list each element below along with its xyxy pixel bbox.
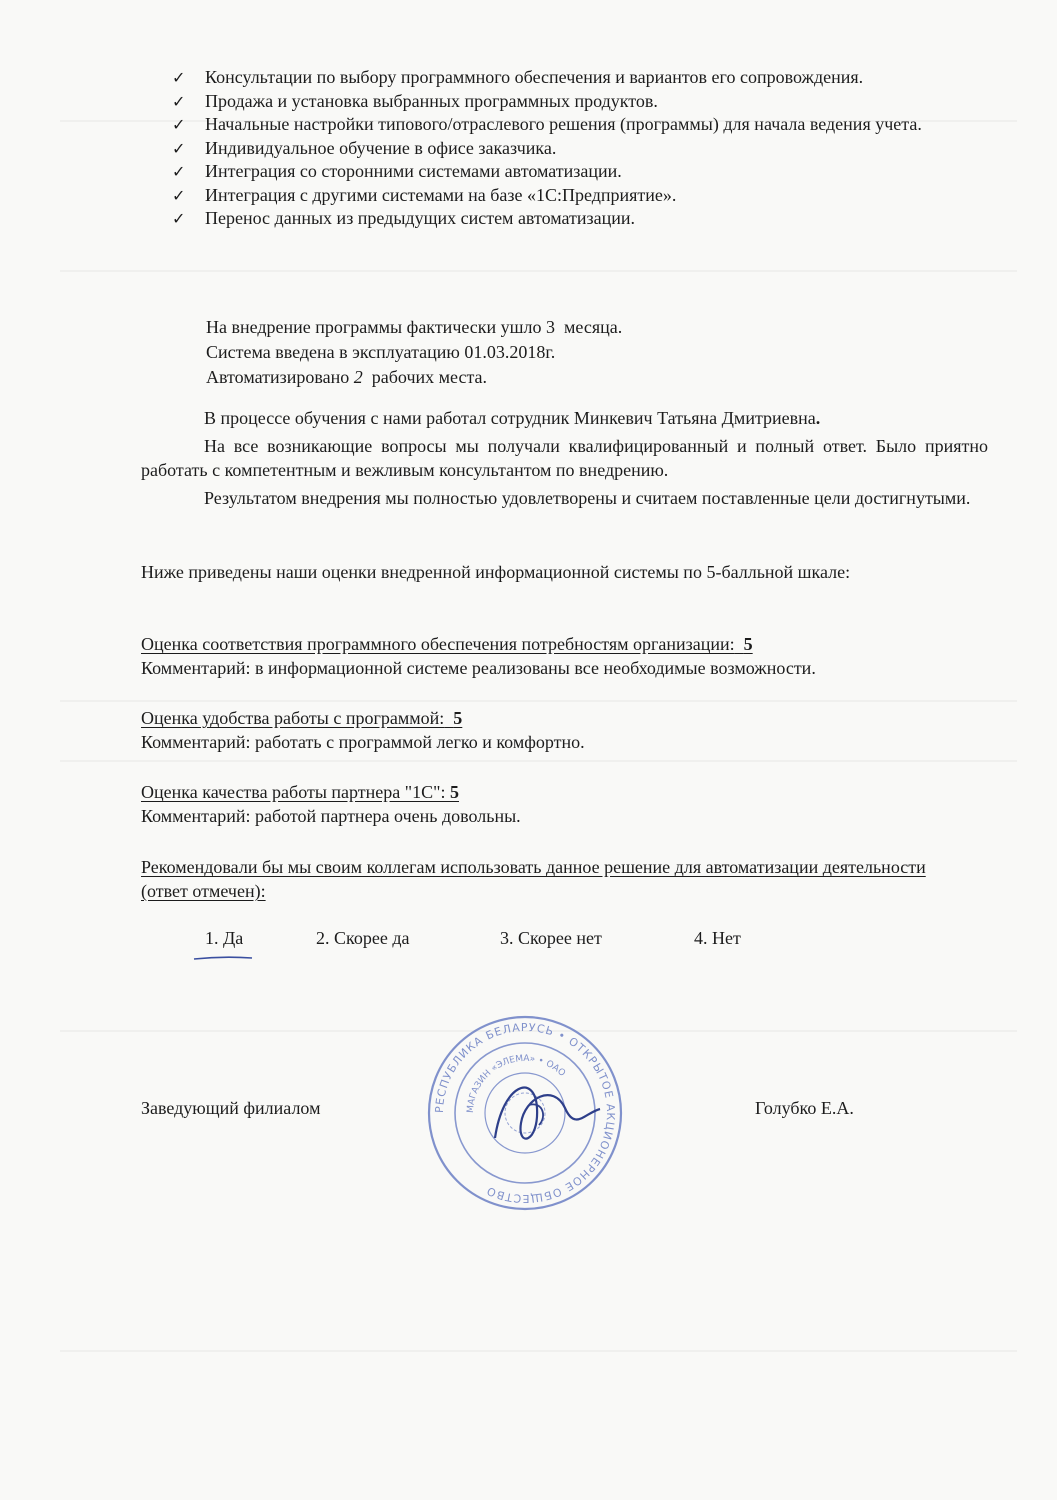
- checklist-item-text: Индивидуальное обучение в офисе заказчика.: [205, 137, 557, 158]
- checklist-item: [172, 184, 988, 208]
- rating-title: Оценка качества работы партнера "1С": 5: [141, 782, 459, 802]
- bleed-through-line: [60, 270, 1017, 272]
- rating-block: [141, 706, 988, 754]
- rating-block: [141, 780, 988, 828]
- signature-stroke: [495, 1088, 600, 1139]
- rating-score: 5: [743, 634, 753, 654]
- checklist-item-text: Интеграция со сторонними системами автоматизации.: [205, 161, 622, 181]
- option-rather-yes: 2. Скорее да: [316, 928, 410, 948]
- stamp-outer-text: РЕСПУБЛИКА БЕЛАРУСЬ • ОТКРЫТОЕ АКЦИОНЕРНОЕ ОБЩЕСТВО: [432, 1020, 618, 1206]
- company-stamp: [425, 1013, 625, 1213]
- checkmark-icon: ✓: [172, 91, 186, 111]
- checklist-item: [172, 137, 988, 161]
- checkmark-icon: ✓: [172, 209, 186, 228]
- signer-position: Заведующий филиалом: [141, 1098, 321, 1118]
- services-checklist: [172, 66, 988, 231]
- checklist-item: [172, 207, 988, 231]
- checklist-item-text: Перенос данных из предыдущих систем автоматизации.: [205, 208, 636, 228]
- rating-title: Оценка удобства работы с программой: 5: [141, 708, 463, 728]
- implementation-duration: На внедрение программы фактически ушло 3 месяца.: [206, 317, 623, 337]
- rating-title: Оценка соответствия программного обеспечения потребностям организации: 5: [141, 634, 753, 654]
- stamp-inner-text: МАГАЗИН «ЭЛЕМА» • ОАО: [465, 1053, 567, 1114]
- signer-name: Голубко Е.А.: [755, 1098, 854, 1118]
- workplaces-value: 2: [353, 367, 363, 387]
- questions-paragraph: На все возникающие вопросы мы получали квалифицированный и полный ответ. Было приятно работать с компетентным и вежливым консультантом по внедрению.: [141, 436, 988, 480]
- rating-score: 5: [453, 708, 463, 728]
- checklist-item: [172, 160, 988, 184]
- checkmark-icon: ✓: [172, 115, 186, 134]
- rating-score: 5: [450, 782, 459, 802]
- duration-value: 3: [546, 317, 556, 337]
- checkmark-icon: ✓: [172, 162, 186, 181]
- bleed-through-line: [60, 760, 1017, 762]
- option-rather-no: 3. Скорее нет: [500, 928, 602, 948]
- checklist-item: [172, 90, 988, 114]
- checkmark-icon: ✓: [172, 138, 186, 158]
- option-yes: 1. Да: [205, 928, 244, 948]
- workplaces-count: Автоматизировано 2 рабочих места.: [206, 367, 488, 387]
- rating-comment: Комментарий: работать с программой легко и комфортно.: [141, 732, 585, 752]
- rating-comment: Комментарий: в информационной системе реализованы все необходимые возможности.: [141, 658, 816, 678]
- result-paragraph: Результатом внедрения мы полностью удовлетворены и считаем поставленные цели достигнутыми.: [204, 488, 971, 508]
- recommend-question: Рекомендовали бы мы своим коллегам использовать данное решение для автоматизации деятельности (ответ отмечен):: [141, 857, 926, 901]
- option-no: 4. Нет: [694, 928, 741, 948]
- checkmark-icon: ✓: [172, 68, 186, 87]
- rating-block: [141, 632, 988, 680]
- implementation-stats: [206, 315, 622, 390]
- launch-date: Система введена в эксплуатацию 01.03.2018г.: [206, 342, 556, 362]
- bleed-through-line: [60, 1350, 1017, 1352]
- ratings-intro: Ниже приведены наши оценки внедренной информационной системы по 5-балльной шкале:: [141, 562, 851, 582]
- bleed-through-line: [60, 700, 1017, 702]
- checklist-item: [172, 113, 988, 137]
- checklist-item: [172, 66, 988, 90]
- checkmark-icon: ✓: [172, 185, 186, 205]
- trainer-paragraph: В процессе обучения с нами работал сотрудник Минкевич Татьяна Дмитриевна.: [204, 408, 821, 428]
- checklist-item-text: Начальные настройки типового/отраслевого решения (программы) для начала ведения учета.: [205, 114, 922, 134]
- rating-comment: Комментарий: работой партнера очень довольны.: [141, 806, 521, 826]
- checklist-item-text: Интеграция с другими системами на базе «1С:Предприятие».: [205, 184, 677, 205]
- selected-answer-mark: [193, 955, 253, 961]
- checklist-item-text: Продажа и установка выбранных программных продуктов.: [205, 90, 658, 111]
- trainer-name: Минкевич Татьяна Дмитриевна: [573, 408, 816, 428]
- checklist-item-text: Консультации по выбору программного обеспечения и вариантов его сопровождения.: [205, 67, 864, 87]
